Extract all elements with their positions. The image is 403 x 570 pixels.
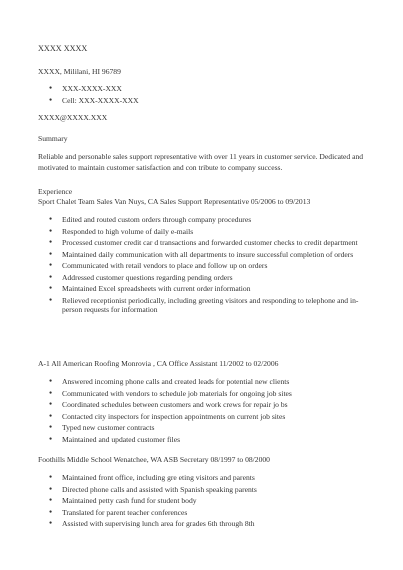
phone-number: ● XXX-XXXX-XXX [38, 84, 373, 93]
list-item: ● Maintained front office, including gre eting visitors and parents [38, 473, 373, 482]
list-item: ● Maintained daily communication with all departments to insure successful completion of orders [38, 250, 373, 259]
list-item: ● Contacted city inspectors for inspection appointments on current job sites [38, 412, 373, 421]
job-header: Foothills Middle School Wenatchee, WA ASB Secretary 08/1997 to 08/2000 [38, 455, 270, 464]
email-address: XXXX@XXXX.XXX [38, 113, 108, 122]
list-item: ● Addressed customer questions regarding pending orders [38, 273, 373, 282]
job-duties-list [38, 377, 373, 446]
job-header: Sport Chalet Team Sales Van Nuys, CA Sales Support Representative 05/2006 to 09/2013 [38, 197, 311, 206]
list-item: ● Answered incoming phone calls and created leads for potential new clients [38, 377, 373, 386]
cell-number: ● Cell: XXX-XXXX-XXX [38, 96, 373, 105]
list-item: ● Processed customer credit car d transactions and forwarded customer checks to credit department [38, 238, 373, 247]
contact-list [38, 84, 373, 108]
list-item: ● Maintained petty cash fund for student body [38, 496, 373, 505]
list-item: ● Communicated with vendors to schedule job materials for ongoing job sites [38, 389, 373, 398]
list-item: ● Edited and routed custom orders through company procedures [38, 215, 373, 224]
list-item: ● Maintained Excel spreadsheets with current order information [38, 284, 373, 293]
experience-heading: Experience [38, 187, 73, 196]
candidate-name: XXXX XXXX [38, 44, 88, 53]
job-duties-list [38, 473, 373, 531]
job-duties-list [38, 215, 373, 316]
address-line: XXXX, Mililani, HI 96789 [38, 67, 121, 76]
list-item: ● Communicated with retail vendors to place and follow up on orders [38, 261, 373, 270]
list-item: ● Relieved receptionist periodically, including greeting visitors and responding to telephone and in-person requests for information [38, 296, 373, 315]
job-header: A-1 All American Roofing Monrovia , CA Office Assistant 11/2002 to 02/2006 [38, 359, 279, 368]
list-item: ● Responded to high volume of daily e-mails [38, 227, 373, 236]
list-item: ● Maintained and updated customer files [38, 435, 373, 444]
list-item: ● Directed phone calls and assisted with Spanish speaking parents [38, 485, 373, 494]
list-item: ● Assisted with supervising lunch area for grades 6th through 8th [38, 519, 373, 528]
list-item: ● Coordinated schedules between customers and work crews for repair jo bs [38, 400, 373, 409]
summary-text: Reliable and personable sales support representative with over 11 years in customer service. Dedicated and motivated to maintain customer satisfaction and con tribute to company success. [38, 152, 364, 172]
list-item: ● Typed new customer contracts [38, 423, 373, 432]
list-item: ● Translated for parent teacher conferences [38, 508, 373, 517]
summary-heading: Summary [38, 134, 68, 143]
